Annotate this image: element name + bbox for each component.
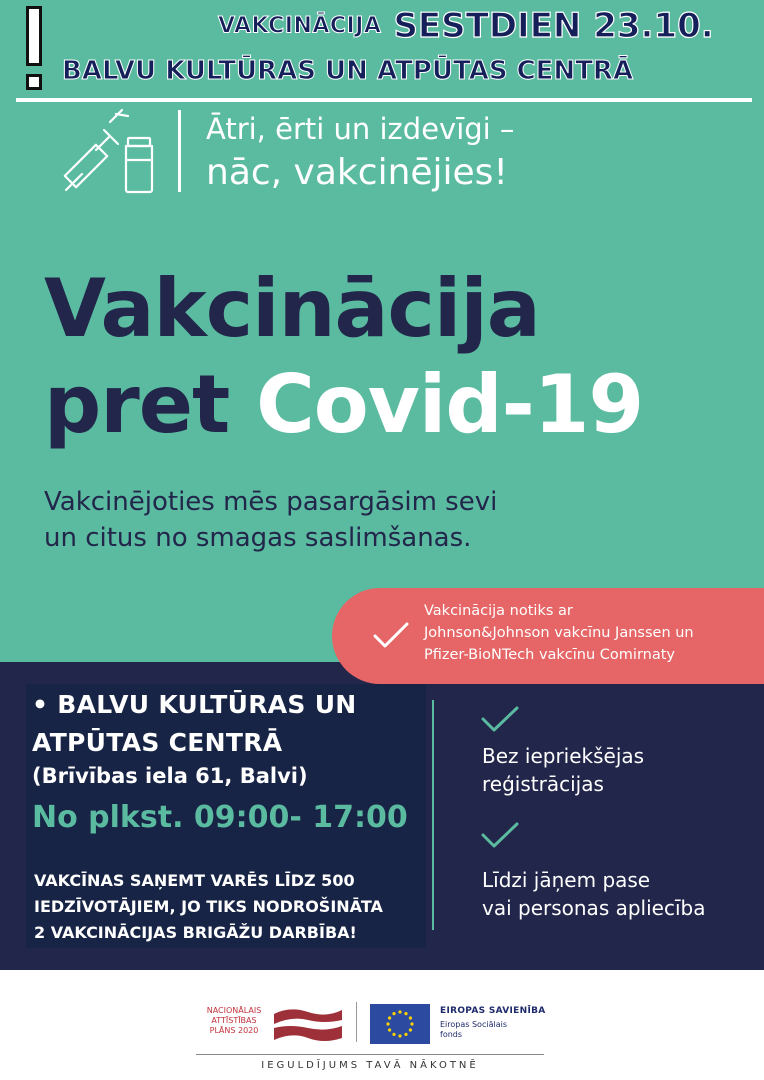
location-note-line2: IEDZĪVOTĀJIEM, JO TIKS NODROŠINĀTA bbox=[34, 897, 383, 916]
eu-subtitle bbox=[440, 1020, 507, 1040]
eu-sub-line2: fonds bbox=[440, 1030, 463, 1039]
vial-body bbox=[126, 146, 152, 192]
subtitle-line2: un citus no smagas saslimšanas. bbox=[44, 523, 472, 553]
header-rule bbox=[16, 98, 752, 102]
header-line1 bbox=[218, 6, 758, 50]
icon-divider bbox=[178, 110, 181, 192]
location-hours: No plkst. 09:00- 17:00 bbox=[32, 800, 408, 835]
syringe-barrel bbox=[65, 145, 107, 187]
requirement-id-document bbox=[482, 866, 705, 922]
requirement-1-line2: reģistrācijas bbox=[482, 772, 604, 796]
nap-line2: ATTĪSTĪBAS bbox=[211, 1016, 257, 1025]
eu-flag-icon bbox=[370, 1004, 430, 1044]
subtitle-line1: Vakcinējoties mēs pasargāsim sevi bbox=[44, 487, 498, 517]
syringe-needle bbox=[66, 174, 82, 190]
bottom-divider bbox=[432, 700, 434, 930]
eu-title: EIROPAS SAVIENĪBA bbox=[440, 1006, 546, 1016]
location-line2: ATPŪTAS CENTRĀ bbox=[32, 728, 283, 757]
title-covid19: Covid-19 bbox=[256, 358, 644, 451]
requirement-no-registration bbox=[482, 742, 644, 798]
tagline-line2: nāc, vakcinējies! bbox=[206, 152, 508, 193]
requirement-2-line1: Līdzi jāņem pase bbox=[482, 868, 651, 892]
location-address: (Brīvības iela 61, Balvi) bbox=[32, 764, 308, 788]
footer-line bbox=[196, 1054, 544, 1055]
header-date: SESTDIEN 23.10. bbox=[393, 6, 714, 46]
checkmark-icon bbox=[480, 704, 520, 734]
subtitle bbox=[44, 484, 664, 556]
vaccine-info-text bbox=[424, 600, 694, 666]
nap-logo-text bbox=[200, 1006, 268, 1036]
checkmark-icon bbox=[372, 620, 410, 650]
footer-separator bbox=[356, 1002, 357, 1042]
nap-line3: PLĀNS 2020 bbox=[209, 1026, 259, 1035]
eu-sub-line1: Eiropas Sociālais bbox=[440, 1020, 507, 1029]
requirement-2-line2: vai personas apliecība bbox=[482, 896, 706, 920]
latvia-flag-icon bbox=[272, 1004, 344, 1044]
syringe-vial-icon bbox=[62, 108, 158, 194]
checkmark-icon bbox=[480, 820, 520, 850]
location-note-line3: 2 VAKCINĀCIJAS BRIGĀŽU DARBĪBA! bbox=[34, 923, 357, 942]
header-venue: BALVU KULTŪRAS UN ATPŪTAS CENTRĀ bbox=[62, 56, 634, 86]
location-line1: • BALVU KULTŪRAS UN bbox=[32, 690, 357, 719]
tagline-line1: Ātri, ērti un izdevīgi – bbox=[206, 112, 515, 146]
vaccine-info-line1: Vakcinācija notiks ar bbox=[424, 603, 573, 619]
title-pret: pret bbox=[44, 358, 257, 451]
exclamation-icon bbox=[18, 6, 50, 92]
vaccine-info-line3: Pfizer-BioNTech vakcīnu Comirnaty bbox=[424, 647, 675, 663]
location-note bbox=[34, 868, 383, 946]
footer-slogan: IEGULDĪJUMS TAVĀ NĀKOTNĒ bbox=[261, 1060, 479, 1071]
requirement-1-line1: Bez iepriekšējas bbox=[482, 744, 645, 768]
vaccine-info-line2: Johnson&Johnson vakcīnu Janssen un bbox=[424, 625, 694, 641]
title-vakcinacija: Vakcinācija bbox=[44, 262, 540, 355]
header-vakcinacija: VAKCINĀCIJA bbox=[218, 13, 382, 39]
location-note-line1: VAKCĪNAS SAŅEMT VARĒS LĪDZ 500 bbox=[34, 871, 355, 890]
title-pret-covid bbox=[44, 358, 643, 451]
nap-line1: NACIONĀLAIS bbox=[206, 1006, 262, 1015]
vial-cap bbox=[128, 138, 150, 146]
